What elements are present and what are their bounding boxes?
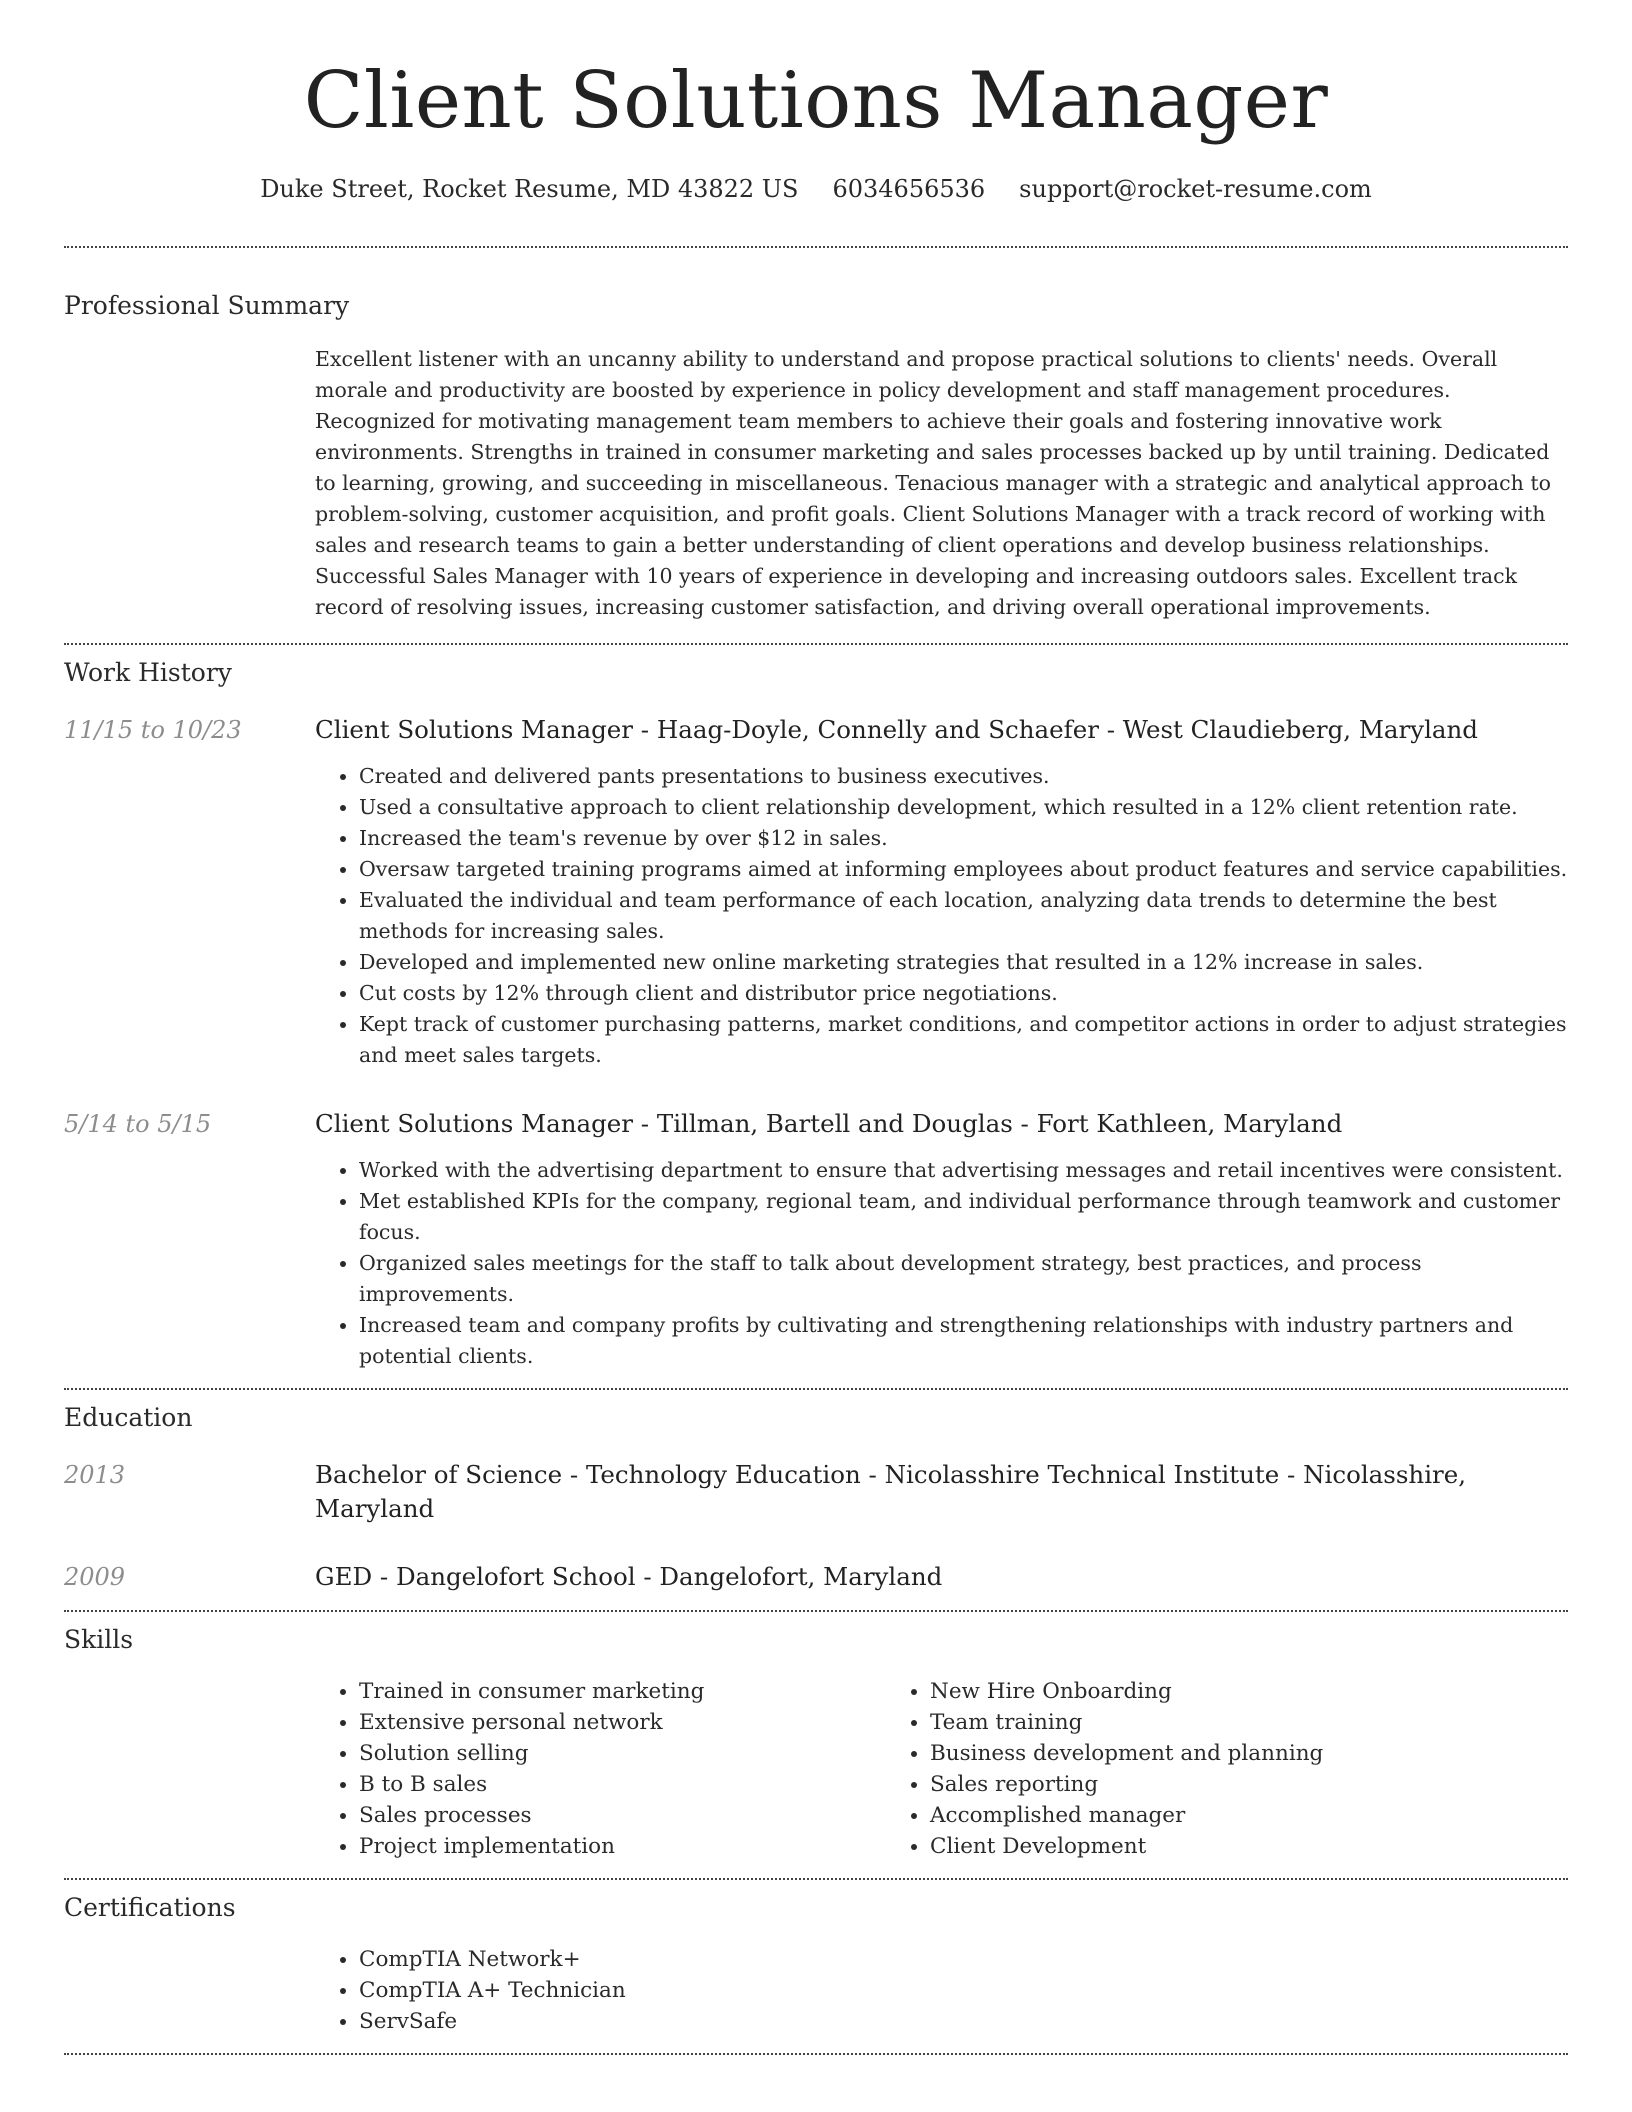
education-entry — [64, 1560, 1568, 1594]
job-dates: 11/15 to 10/23 — [64, 716, 242, 744]
skill-item: • Project implementation — [359, 1831, 886, 1862]
education-year: 2013 — [64, 1461, 126, 1489]
job-bullets — [315, 761, 1568, 1071]
job-entry — [64, 1107, 1568, 1372]
certifications-section — [64, 1880, 1568, 2053]
list-item: • Increased team and company profits by cultivating and strengthening relationships with industry partners and potential clients. — [359, 1310, 1568, 1372]
skill-item: • Business development and planning — [930, 1738, 1457, 1769]
job-heading: Client Solutions Manager - Haag-Doyle, Connelly and Schaefer - West Claudieberg, Maryland — [315, 715, 1478, 744]
skill-item: • Accomplished manager — [930, 1800, 1457, 1831]
skills-grid — [315, 1676, 1568, 1862]
list-item: • Created and delivered pants presentations to business executives. — [359, 761, 1568, 792]
summary-title: Professional Summary — [64, 291, 350, 320]
skill-item: • Sales reporting — [930, 1769, 1457, 1800]
skill-item: • Client Development — [930, 1831, 1457, 1862]
email: support@rocket-resume.com — [1019, 175, 1372, 203]
education-section — [64, 1390, 1568, 1610]
skills-section — [64, 1612, 1568, 1878]
skills-title: Skills — [64, 1625, 134, 1654]
summary-section — [64, 248, 1568, 643]
education-year: 2009 — [64, 1563, 126, 1591]
phone: 6034656536 — [832, 175, 986, 203]
certification-item: • CompTIA Network+ — [359, 1944, 1568, 1975]
list-item: • Used a consultative approach to client relationship development, which resulted in a 12% client retention rate. — [359, 792, 1568, 823]
list-item: • Oversaw targeted training programs aimed at informing employees about product features and service capabilities. — [359, 854, 1568, 885]
certifications-list — [315, 1944, 1568, 2037]
work-history-title: Work History — [64, 658, 232, 687]
job-heading: Client Solutions Manager - Tillman, Bartell and Douglas - Fort Kathleen, Maryland — [315, 1109, 1343, 1138]
skill-item: • New Hire Onboarding — [930, 1676, 1457, 1707]
list-item: • Evaluated the individual and team performance of each location, analyzing data trends to determine the best methods for increasing sales. — [359, 885, 1568, 947]
work-history-section — [64, 645, 1568, 1388]
list-item: • Met established KPIs for the company, regional team, and individual performance through teamwork and customer focus. — [359, 1186, 1568, 1248]
education-title: Education — [64, 1403, 193, 1432]
list-item: • Developed and implemented new online marketing strategies that resulted in a 12% increase in sales. — [359, 947, 1568, 978]
education-heading: GED - Dangelofort School - Dangelofort, Maryland — [315, 1562, 943, 1591]
education-entry — [64, 1458, 1568, 1526]
skill-item: • Trained in consumer marketing — [359, 1676, 886, 1707]
list-item: • Kept track of customer purchasing patterns, market conditions, and competitor actions in order to adjust strategies and meet sales targets. — [359, 1009, 1568, 1071]
skill-item: • Extensive personal network — [359, 1707, 886, 1738]
job-bullets — [315, 1155, 1568, 1372]
skill-item: • B to B sales — [359, 1769, 886, 1800]
certification-item: • CompTIA A+ Technician — [359, 1975, 1568, 2006]
resume-title: Client Solutions Manager — [303, 56, 1329, 146]
skills-list-left — [315, 1676, 886, 1862]
skill-item: • Team training — [930, 1707, 1457, 1738]
list-item: • Cut costs by 12% through client and distributor price negotiations. — [359, 978, 1568, 1009]
education-heading: Bachelor of Science - Technology Education - Nicolasshire Technical Institute - Nicolasshire, Maryland — [315, 1460, 1467, 1523]
list-item: • Organized sales meetings for the staff to talk about development strategy, best practices, and process improvements. — [359, 1248, 1568, 1310]
job-entry — [64, 713, 1568, 1071]
skills-list-right — [886, 1676, 1457, 1862]
skill-item: • Sales processes — [359, 1800, 886, 1831]
certification-item: • ServSafe — [359, 2006, 1568, 2037]
summary-text: Excellent listener with an uncanny ability to understand and propose practical solutions to clients' needs. Overall morale and productivity are boosted by experience in policy development and staff management procedures. Recognized for motivating management team members to achieve their goals and fostering innovative work environments. Strengths in trained in consumer marketing and sales processes backed up by until training. Dedicated to learning, growing, and succeeding in miscellaneous. Tenacious manager with a strategic and analytical approach to problem-solving, customer acquisition, and profit goals. Client Solutions Manager with a track record of working with sales and research teams to gain a better understanding of client operations and develop business relationships. Successful Sales Manager with 10 years of experience in developing and increasing outdoors sales. Excellent track record of resolving issues, increasing customer satisfaction, and driving overall operational improvements. — [315, 347, 1551, 619]
skill-item: • Solution selling — [359, 1738, 886, 1769]
list-item: • Increased the team's revenue by over $12 in sales. — [359, 823, 1568, 854]
divider — [64, 2053, 1568, 2055]
list-item: • Worked with the advertising department to ensure that advertising messages and retail incentives were consistent. — [359, 1155, 1568, 1186]
address: Duke Street, Rocket Resume, MD 43822 US — [260, 175, 799, 203]
certifications-title: Certifications — [64, 1893, 236, 1922]
job-dates: 5/14 to 5/15 — [64, 1110, 212, 1138]
contact-info — [64, 172, 1568, 206]
